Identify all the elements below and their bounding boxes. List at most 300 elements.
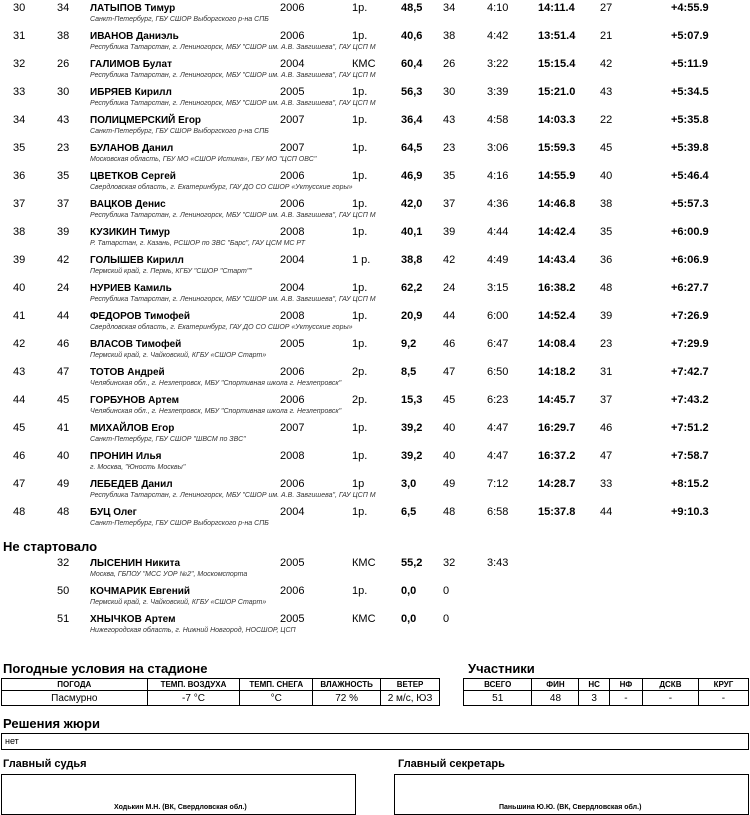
- start-number: 40: [443, 422, 456, 434]
- weather-value: -7 °C: [147, 691, 240, 706]
- sport-rank: 1р.: [352, 422, 368, 434]
- points-cell: 40,1: [401, 226, 423, 238]
- start-delay: 4:16: [487, 170, 509, 182]
- participants-header: ВСЕГО: [464, 679, 532, 691]
- athlete-organization: Республика Татарстан, г. Лениногорск, МБУ "СШОР им. А.В. Завгишева", ГАУ ЦСП М: [90, 296, 376, 303]
- participants-value: -: [609, 691, 642, 706]
- table-row: [0, 112, 750, 140]
- weather-value: °C: [240, 691, 313, 706]
- participants-header: НФ: [609, 679, 642, 691]
- points-cell: 6,5: [401, 506, 417, 518]
- run-rank: 23: [600, 338, 613, 350]
- run-rank: 37: [600, 394, 613, 406]
- start-number: 24: [443, 282, 456, 294]
- athlete-organization: Пермский край, г. Чайковский, КГБУ «СШОР Старт»: [90, 352, 267, 359]
- bib-cell: 34: [57, 2, 70, 14]
- table-row: [0, 140, 750, 168]
- time-gap: +7:51.2: [671, 422, 709, 434]
- athlete-name: ЛАТЫПОВ Тимур: [90, 3, 176, 14]
- jury-title: Решения жюри: [3, 716, 100, 731]
- birth-year: 2004: [280, 58, 305, 70]
- chief-secretary-box: [394, 774, 749, 815]
- run-time: 15:15.4: [538, 58, 576, 70]
- run-rank: 46: [600, 422, 613, 434]
- chief-secretary-name: Паньшина Ю.Ю. (ВК, Свердловская обл.): [499, 804, 642, 811]
- participants-value: -: [698, 691, 748, 706]
- athlete-organization: Республика Татарстан, г. Лениногорск, МБУ "СШОР им. А.В. Завгишева", ГАУ ЦСП М: [90, 44, 376, 51]
- run-rank: 42: [600, 58, 613, 70]
- table-row: [0, 392, 750, 420]
- bib-cell: 30: [57, 86, 70, 98]
- time-gap: +5:11.9: [671, 58, 709, 70]
- athlete-name: МИХАЙЛОВ Егор: [90, 423, 175, 434]
- place-cell: 31: [13, 30, 26, 42]
- table-row: [0, 555, 750, 583]
- participants-value: -: [642, 691, 698, 706]
- run-time: 14:46.8: [538, 198, 576, 210]
- birth-year: 2004: [280, 506, 305, 518]
- run-time: 14:55.9: [538, 170, 576, 182]
- time-gap: +9:10.3: [671, 506, 709, 518]
- sport-rank: 1р.: [352, 506, 368, 518]
- start-delay: 4:10: [487, 2, 509, 14]
- place-cell: 41: [13, 310, 26, 322]
- sport-rank: 1р.: [352, 226, 368, 238]
- birth-year: 2005: [280, 557, 305, 569]
- points-cell: 48,5: [401, 2, 423, 14]
- start-delay: 3:43: [487, 557, 509, 569]
- start-delay: 4:44: [487, 226, 509, 238]
- sport-rank: 1р.: [352, 198, 368, 210]
- start-delay: 4:49: [487, 254, 509, 266]
- athlete-organization: Челябинская обл., г. Незлепровск, МБУ "Спортивная школа г. Незлепровск": [90, 408, 342, 415]
- participants-header: ФИН: [532, 679, 579, 691]
- weather-header: ВЛАЖНОСТЬ: [313, 679, 381, 691]
- participants-header: НС: [579, 679, 609, 691]
- bib-cell: 41: [57, 422, 70, 434]
- bib-cell: 43: [57, 114, 70, 126]
- birth-year: 2006: [280, 170, 305, 182]
- bib-cell: 46: [57, 338, 70, 350]
- birth-year: 2007: [280, 142, 305, 154]
- start-number: 40: [443, 450, 456, 462]
- sport-rank: 1р.: [352, 282, 368, 294]
- bib-cell: 50: [57, 585, 70, 597]
- birth-year: 2005: [280, 338, 305, 350]
- athlete-name: ГОРБУНОВ Артем: [90, 395, 180, 406]
- sport-rank: 1р: [352, 478, 365, 490]
- run-rank: 38: [600, 198, 613, 210]
- start-delay: 4:36: [487, 198, 509, 210]
- table-row: [0, 583, 750, 611]
- weather-header: ПОГОДА: [2, 679, 148, 691]
- time-gap: +5:57.3: [671, 198, 709, 210]
- athlete-organization: Москва, ГБПОУ "МСС УОР №2", Москомспорта: [90, 571, 248, 578]
- points-cell: 40,6: [401, 30, 423, 42]
- birth-year: 2008: [280, 226, 305, 238]
- athlete-name: ЛЫСЕНИН Никита: [90, 558, 181, 569]
- table-row: [0, 280, 750, 308]
- run-time: 16:37.2: [538, 450, 576, 462]
- run-time: 14:52.4: [538, 310, 576, 322]
- birth-year: 2006: [280, 2, 305, 14]
- birth-year: 2008: [280, 310, 305, 322]
- weather-header: ТЕМП. СНЕГА: [240, 679, 313, 691]
- athlete-organization: Республика Татарстан, г. Лениногорск, МБУ "СШОР им. А.В. Завгишева", ГАУ ЦСП М: [90, 100, 376, 107]
- run-rank: 48: [600, 282, 613, 294]
- birth-year: 2008: [280, 450, 305, 462]
- points-cell: 36,4: [401, 114, 423, 126]
- athlete-organization: Санкт-Петербург, ГБУ СШОР "ШВСМ по ЗВС": [90, 436, 246, 443]
- start-delay: 3:22: [487, 58, 509, 70]
- start-number: 26: [443, 58, 456, 70]
- run-rank: 40: [600, 170, 613, 182]
- athlete-organization: Нижегородская область, г. Нижний Новгород, НОСШОР, ЦСП: [90, 627, 296, 634]
- place-cell: 43: [13, 366, 26, 378]
- start-delay: 6:50: [487, 366, 509, 378]
- start-number: 37: [443, 198, 456, 210]
- athlete-name: ЛЕБЕДЕВ Данил: [90, 479, 173, 490]
- run-time: 14:03.3: [538, 114, 576, 126]
- athlete-name: ВЛАСОВ Тимофей: [90, 339, 182, 350]
- run-rank: 27: [600, 2, 613, 14]
- athlete-name: ГАЛИМОВ Булат: [90, 59, 172, 70]
- run-rank: 43: [600, 86, 613, 98]
- weather-value: 72 %: [313, 691, 381, 706]
- points-cell: 39,2: [401, 450, 423, 462]
- sport-rank: 1р.: [352, 338, 368, 350]
- points-cell: 0,0: [401, 613, 417, 625]
- time-gap: +8:15.2: [671, 478, 709, 490]
- athlete-organization: Пермский край, г. Чайковский, КГБУ «СШОР Старт»: [90, 599, 267, 606]
- dns-title: Не стартовало: [3, 539, 98, 554]
- athlete-name: ПРОНИН Илья: [90, 451, 162, 462]
- place-cell: 38: [13, 226, 26, 238]
- time-gap: +5:07.9: [671, 30, 709, 42]
- start-number: 42: [443, 254, 456, 266]
- points-cell: 64,5: [401, 142, 423, 154]
- place-cell: 40: [13, 282, 26, 294]
- place-cell: 39: [13, 254, 26, 266]
- table-row: [0, 611, 750, 639]
- athlete-name: КОЧМАРИК Евгений: [90, 586, 191, 597]
- place-cell: 45: [13, 422, 26, 434]
- athlete-organization: Р. Татарстан, г. Казань, РСШОР по ЗВС "Барс", ГАУ ЦСМ МС РТ: [90, 240, 305, 247]
- birth-year: 2006: [280, 585, 305, 597]
- points-cell: 3,0: [401, 478, 417, 490]
- start-delay: 3:39: [487, 86, 509, 98]
- athlete-organization: Челябинская обл., г. Незлепровск, МБУ "Спортивная школа г. Незлепровск": [90, 380, 342, 387]
- place-cell: 34: [13, 114, 26, 126]
- athlete-name: ИБРЯЕВ Кирилл: [90, 87, 172, 98]
- bib-cell: 39: [57, 226, 70, 238]
- birth-year: 2006: [280, 394, 305, 406]
- run-rank: 22: [600, 114, 613, 126]
- points-cell: 46,9: [401, 170, 423, 182]
- jury-box: [1, 733, 749, 750]
- time-gap: +7:43.2: [671, 394, 709, 406]
- place-cell: 47: [13, 478, 26, 490]
- start-number: 47: [443, 366, 456, 378]
- table-row: [0, 56, 750, 84]
- athlete-organization: Санкт-Петербург, ГБУ СШОР Выборгского р-на СПБ: [90, 128, 269, 135]
- time-gap: +7:29.9: [671, 338, 709, 350]
- athlete-organization: Санкт-Петербург, ГБУ СШОР Выборгского р-на СПБ: [90, 16, 269, 23]
- start-number: 43: [443, 114, 456, 126]
- time-gap: +5:34.5: [671, 86, 709, 98]
- birth-year: 2004: [280, 282, 305, 294]
- time-gap: +4:55.9: [671, 2, 709, 14]
- run-rank: 44: [600, 506, 613, 518]
- bib-cell: 38: [57, 30, 70, 42]
- start-delay: 4:58: [487, 114, 509, 126]
- jury-text: нет: [5, 736, 19, 746]
- bib-cell: 51: [57, 613, 70, 625]
- place-cell: 48: [13, 506, 26, 518]
- time-gap: +7:58.7: [671, 450, 709, 462]
- run-time: 15:59.3: [538, 142, 576, 154]
- run-time: 14:43.4: [538, 254, 576, 266]
- start-number: 48: [443, 506, 456, 518]
- participants-value: 48: [532, 691, 579, 706]
- weather-title: Погодные условия на стадионе: [3, 661, 208, 676]
- points-cell: 60,4: [401, 58, 423, 70]
- athlete-name: ИВАНОВ Даниэль: [90, 31, 179, 42]
- run-time: 15:21.0: [538, 86, 576, 98]
- start-number: 38: [443, 30, 456, 42]
- athlete-organization: Пермский край, г. Пермь, КГБУ "СШОР "Старт"": [90, 268, 252, 275]
- bib-cell: 48: [57, 506, 70, 518]
- athlete-organization: Свердловская область, г. Екатеринбург, ГАУ ДО СО СШОР «Уктусские горы»: [90, 184, 353, 191]
- athlete-organization: Республика Татарстан, г. Лениногорск, МБУ "СШОР им. А.В. Завгишева", ГАУ ЦСП М: [90, 492, 376, 499]
- start-number: 39: [443, 226, 456, 238]
- table-row: [0, 168, 750, 196]
- participants-value: 3: [579, 691, 609, 706]
- birth-year: 2004: [280, 254, 305, 266]
- table-row: [0, 224, 750, 252]
- table-row: [0, 308, 750, 336]
- place-cell: 42: [13, 338, 26, 350]
- sport-rank: 1р.: [352, 585, 368, 597]
- time-gap: +6:27.7: [671, 282, 709, 294]
- weather-header: ТЕМП. ВОЗДУХА: [147, 679, 240, 691]
- chief-judge-box: [1, 774, 356, 815]
- run-rank: 39: [600, 310, 613, 322]
- start-delay: 6:23: [487, 394, 509, 406]
- start-delay: 4:47: [487, 422, 509, 434]
- chief-secretary-title: Главный секретарь: [398, 758, 505, 770]
- bib-cell: 44: [57, 310, 70, 322]
- start-delay: 3:06: [487, 142, 509, 154]
- start-number: 23: [443, 142, 456, 154]
- sport-rank: 1р.: [352, 86, 368, 98]
- athlete-organization: Московская область, ГБУ МО «СШОР Истина», ГБУ МО "ЦСП ОВС": [90, 156, 317, 163]
- bib-cell: 35: [57, 170, 70, 182]
- birth-year: 2007: [280, 422, 305, 434]
- start-delay: 4:42: [487, 30, 509, 42]
- sport-rank: КМС: [352, 557, 376, 569]
- weather-value: 2 м/с, ЮЗ: [381, 691, 440, 706]
- bib-cell: 37: [57, 198, 70, 210]
- table-row: [0, 504, 750, 532]
- place-cell: 32: [13, 58, 26, 70]
- start-number: 0: [443, 585, 450, 597]
- start-number: 35: [443, 170, 456, 182]
- bib-cell: 49: [57, 478, 70, 490]
- birth-year: 2005: [280, 86, 305, 98]
- athlete-name: ВАЦКОВ Денис: [90, 199, 166, 210]
- run-time: 14:42.4: [538, 226, 576, 238]
- points-cell: 56,3: [401, 86, 423, 98]
- athlete-name: ФЕДОРОВ Тимофей: [90, 311, 190, 322]
- bib-cell: 42: [57, 254, 70, 266]
- run-rank: 35: [600, 226, 613, 238]
- points-cell: 62,2: [401, 282, 423, 294]
- place-cell: 46: [13, 450, 26, 462]
- table-row: [0, 28, 750, 56]
- sport-rank: 2р.: [352, 366, 368, 378]
- start-number: 45: [443, 394, 456, 406]
- chief-judge-name: Ходькин М.Н. (ВК, Свердловская обл.): [114, 804, 247, 811]
- table-row: [0, 420, 750, 448]
- table-row: [0, 448, 750, 476]
- birth-year: 2006: [280, 30, 305, 42]
- athlete-name: НУРИЕВ Камиль: [90, 283, 172, 294]
- athlete-organization: Республика Татарстан, г. Лениногорск, МБУ "СШОР им. А.В. Завгишева", ГАУ ЦСП М: [90, 72, 376, 79]
- chief-judge-title: Главный судья: [3, 758, 87, 770]
- bib-cell: 23: [57, 142, 70, 154]
- run-time: 14:08.4: [538, 338, 576, 350]
- sport-rank: 1р.: [352, 310, 368, 322]
- place-cell: 44: [13, 394, 26, 406]
- weather-table: [1, 678, 440, 706]
- run-time: 13:51.4: [538, 30, 576, 42]
- start-delay: 7:12: [487, 478, 509, 490]
- sport-rank: 1р.: [352, 30, 368, 42]
- run-time: 14:28.7: [538, 478, 576, 490]
- weather-header: ВЕТЕР: [381, 679, 440, 691]
- table-row: [0, 196, 750, 224]
- time-gap: +5:35.8: [671, 114, 709, 126]
- start-delay: 4:47: [487, 450, 509, 462]
- start-delay: 6:58: [487, 506, 509, 518]
- table-row: [0, 336, 750, 364]
- table-row: [0, 0, 750, 28]
- bib-cell: 47: [57, 366, 70, 378]
- participants-table: [463, 678, 749, 706]
- table-row: [0, 364, 750, 392]
- run-rank: 36: [600, 254, 613, 266]
- run-rank: 45: [600, 142, 613, 154]
- points-cell: 15,3: [401, 394, 423, 406]
- sport-rank: 1 р.: [352, 254, 371, 266]
- participants-header: КРУГ: [698, 679, 748, 691]
- start-delay: 3:15: [487, 282, 509, 294]
- athlete-name: ТОТОВ Андрей: [90, 367, 165, 378]
- sport-rank: 1р.: [352, 142, 368, 154]
- bib-cell: 24: [57, 282, 70, 294]
- run-rank: 21: [600, 30, 613, 42]
- birth-year: 2006: [280, 478, 305, 490]
- athlete-name: КУЗИКИН Тимур: [90, 227, 170, 238]
- start-number: 44: [443, 310, 456, 322]
- run-time: 16:38.2: [538, 282, 576, 294]
- time-gap: +5:46.4: [671, 170, 709, 182]
- points-cell: 55,2: [401, 557, 423, 569]
- bib-cell: 45: [57, 394, 70, 406]
- start-number: 46: [443, 338, 456, 350]
- table-row: [0, 252, 750, 280]
- participants-value: 51: [464, 691, 532, 706]
- time-gap: +5:39.8: [671, 142, 709, 154]
- points-cell: 9,2: [401, 338, 417, 350]
- athlete-name: ПОЛИЦМЕРСКИЙ Егор: [90, 115, 202, 126]
- athlete-organization: Свердловская область, г. Екатеринбург, ГАУ ДО СО СШОР «Уктусские горы»: [90, 324, 353, 331]
- athlete-name: ЦВЕТКОВ Сергей: [90, 171, 176, 182]
- time-gap: +6:06.9: [671, 254, 709, 266]
- athlete-name: БУЦ Олег: [90, 507, 137, 518]
- run-rank: 31: [600, 366, 613, 378]
- start-delay: 6:00: [487, 310, 509, 322]
- sport-rank: 1р.: [352, 450, 368, 462]
- start-delay: 6:47: [487, 338, 509, 350]
- points-cell: 42,0: [401, 198, 423, 210]
- athlete-organization: Республика Татарстан, г. Лениногорск, МБУ "СШОР им. А.В. Завгишева", ГАУ ЦСП М: [90, 212, 376, 219]
- start-number: 49: [443, 478, 456, 490]
- sport-rank: КМС: [352, 58, 376, 70]
- athlete-name: ГОЛЫШЕВ Кирилл: [90, 255, 184, 266]
- run-time: 16:29.7: [538, 422, 576, 434]
- start-number: 30: [443, 86, 456, 98]
- place-cell: 35: [13, 142, 26, 154]
- run-rank: 33: [600, 478, 613, 490]
- sport-rank: 1р.: [352, 2, 368, 14]
- weather-value: Пасмурно: [2, 691, 148, 706]
- time-gap: +7:42.7: [671, 366, 709, 378]
- run-time: 15:37.8: [538, 506, 576, 518]
- points-cell: 39,2: [401, 422, 423, 434]
- athlete-organization: Санкт-Петербург, ГБУ СШОР Выборгского р-на СПБ: [90, 520, 269, 527]
- sport-rank: 1р.: [352, 170, 368, 182]
- points-cell: 38,8: [401, 254, 423, 266]
- athlete-name: БУЛАНОВ Данил: [90, 143, 174, 154]
- place-cell: 36: [13, 170, 26, 182]
- athlete-organization: г. Москва, "Юность Москвы": [90, 464, 186, 471]
- birth-year: 2007: [280, 114, 305, 126]
- place-cell: 37: [13, 198, 26, 210]
- place-cell: 33: [13, 86, 26, 98]
- place-cell: 30: [13, 2, 26, 14]
- start-number: 34: [443, 2, 456, 14]
- athlete-name: ХНЫЧКОВ Артем: [90, 614, 176, 625]
- sport-rank: КМС: [352, 613, 376, 625]
- table-row: [0, 476, 750, 504]
- birth-year: 2006: [280, 198, 305, 210]
- points-cell: 0,0: [401, 585, 417, 597]
- birth-year: 2006: [280, 366, 305, 378]
- run-rank: 47: [600, 450, 613, 462]
- start-number: 32: [443, 557, 456, 569]
- points-cell: 8,5: [401, 366, 417, 378]
- start-number: 0: [443, 613, 450, 625]
- run-time: 14:18.2: [538, 366, 576, 378]
- bib-cell: 40: [57, 450, 70, 462]
- time-gap: +7:26.9: [671, 310, 709, 322]
- run-time: 14:11.4: [538, 2, 575, 14]
- birth-year: 2005: [280, 613, 305, 625]
- bib-cell: 26: [57, 58, 70, 70]
- sport-rank: 2р.: [352, 394, 368, 406]
